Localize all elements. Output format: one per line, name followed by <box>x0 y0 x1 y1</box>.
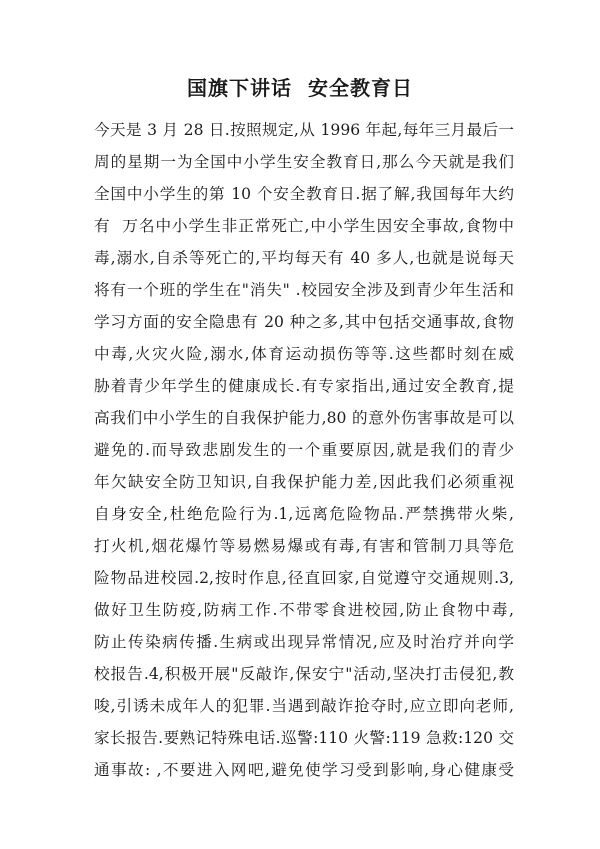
text-line: 险物品进校园.2,按时作息,径直回家,自觉遵守交通规则.3, <box>94 569 514 587</box>
text-line: 有 万名中小学生非正常死亡,中小学生因安全事故,食物中 <box>94 217 514 235</box>
page-title: 国旗下讲话 安全教育日 <box>187 76 413 100</box>
text-line: 家长报告.要熟记特殊电话.巡警:110 火警:119 急救:120 交 <box>94 729 514 747</box>
text-line: 自身安全,杜绝危险行为.1,远离危险物品.严禁携带火柴, <box>94 505 514 523</box>
text-line: 唆,引诱未成年人的犯罪.当遇到敲诈抢夺时,应立即向老师, <box>94 697 514 715</box>
text-line: 校报告.4,积极开展"反敲诈,保安宁"活动,坚决打击侵犯,教 <box>94 665 514 683</box>
text-line: 做好卫生防疫,防病工作.不带零食进校园,防止食物中毒, <box>94 601 514 619</box>
speech-body <box>94 114 514 786</box>
text-line: 通事故: ,不要进入网吧,避免使学习受到影响,身心健康受 <box>94 761 514 779</box>
text-line: 高我们中小学生的自我保护能力,80 的意外伤害事故是可以 <box>94 409 514 427</box>
text-line: 年欠缺安全防卫知识,自我保护能力差,因此我们必须重视 <box>94 473 514 491</box>
text-line: 学习方面的安全隐患有 20 种之多,其中包括交通事故,食物 <box>94 313 514 331</box>
text-line: 中毒,火灾火险,溺水,体育运动损伤等等.这些都时刻在威 <box>94 345 514 363</box>
text-line: 避免的.而导致悲剧发生的一个重要原因,就是我们的青少 <box>94 441 514 459</box>
text-line: 毒,溺水,自杀等死亡的,平均每天有 40 多人,也就是说每天 <box>94 249 514 267</box>
text-line: 将有一个班的学生在"消失" .校园安全涉及到青少年生活和 <box>94 281 514 299</box>
text-line: 打火机,烟花爆竹等易燃易爆或有毒,有害和管制刀具等危 <box>94 537 514 555</box>
text-line: 防止传染病传播.生病或出现异常情况,应及时治疗并向学 <box>94 633 514 651</box>
text-line: 胁着青少年学生的健康成长.有专家指出,通过安全教育,提 <box>94 377 514 395</box>
text-line: 周的星期一为全国中小学生安全教育日,那么今天就是我们 <box>94 153 514 171</box>
text-line: 全国中小学生的第 10 个安全教育日.据了解,我国每年大约 <box>94 185 514 203</box>
text-line: 今天是 3 月 28 日.按照规定,从 1996 年起,每年三月最后一 <box>94 121 514 139</box>
